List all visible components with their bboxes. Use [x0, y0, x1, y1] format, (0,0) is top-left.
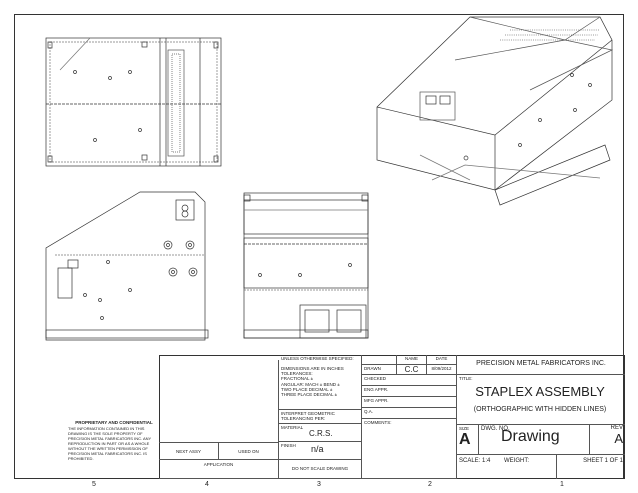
material-field: MATERIAL C.R.S.: [279, 424, 362, 442]
col-date: DATE: [427, 355, 457, 365]
used-on-label: USED ON: [219, 442, 279, 460]
zone-label: 4: [205, 481, 209, 488]
weight-field: WEIGHT:: [502, 455, 557, 479]
drawn-name: C.C: [397, 365, 427, 375]
col-name: NAME: [397, 355, 427, 365]
approvals-top: [362, 355, 397, 365]
proprietary-body: THE INFORMATION CONTAINED IN THIS DRAWING IS THE SOLE PROPERTY OF PRECISION METAL FABRICATORS INC. ANY REPRODUCTION IN PART OR AS A WHOLE WITHOUT THE WRITTEN PERMISSION OF PRECISION METAL FABRICATORS INC. IS PROHIBITED.: [68, 426, 152, 461]
rev-field: REV A: [590, 425, 625, 455]
proprietary-block: [68, 420, 160, 461]
zone-label: 2: [428, 481, 432, 488]
finish-field: FINISH n/a: [279, 442, 362, 460]
dwg-no-field: DWG. NO. Drawing: [479, 425, 590, 455]
tolerances-header: UNLESS OTHERWISE SPECIFIED:: [279, 355, 362, 365]
drawn-date: 8/09/2012: [427, 365, 457, 375]
scale-field: SCALE: 1:4: [459, 458, 491, 464]
interpret-note: INTERPRET GEOMETRIC TOLERANCING PER:: [279, 410, 362, 424]
side-view: [46, 192, 208, 340]
mfg-appr-label: MFG APPR.: [362, 397, 457, 408]
qa-label: Q.A.: [362, 408, 457, 419]
eng-appr-label: ENG APPR.: [362, 386, 457, 397]
size-field: SIZE A: [457, 425, 479, 455]
no-scale-note: DO NOT SCALE DRAWING: [279, 460, 362, 479]
next-assy-label: NEXT ASSY: [159, 442, 219, 460]
iso-connector-strip: [500, 30, 600, 40]
proprietary-heading: PROPRIETARY AND CONFIDENTIAL: [75, 420, 153, 425]
dims-note: DIMENSIONS ARE IN INCHES TOLERANCES: FRACTIONAL ± ANGULAR: MACH ± BEND ± TWO PLACE DECIMAL ± THREE PLACE DECIMAL ±: [279, 365, 362, 410]
checked-label: CHECKED: [362, 375, 457, 386]
application-blank: [159, 360, 279, 442]
company-name: PRECISION METAL FABRICATORS INC.: [457, 355, 625, 375]
application-label: APPLICATION: [159, 460, 279, 479]
zone-label: 5: [92, 481, 96, 488]
comments-label: COMMENTS:: [362, 419, 457, 479]
front-view: [244, 193, 368, 338]
zone-label: 1: [560, 481, 564, 488]
isometric-view: [377, 17, 612, 205]
top-view: [46, 38, 221, 166]
title-field: TITLE: STAPLEX ASSEMBLY (ORTHOGRAPHIC WITH HIDDEN LINES): [457, 375, 625, 425]
zone-label: 3: [317, 481, 321, 488]
sheet-field: SHEET 1 OF 1: [583, 458, 623, 464]
drawn-label: DRAWN: [362, 365, 397, 375]
